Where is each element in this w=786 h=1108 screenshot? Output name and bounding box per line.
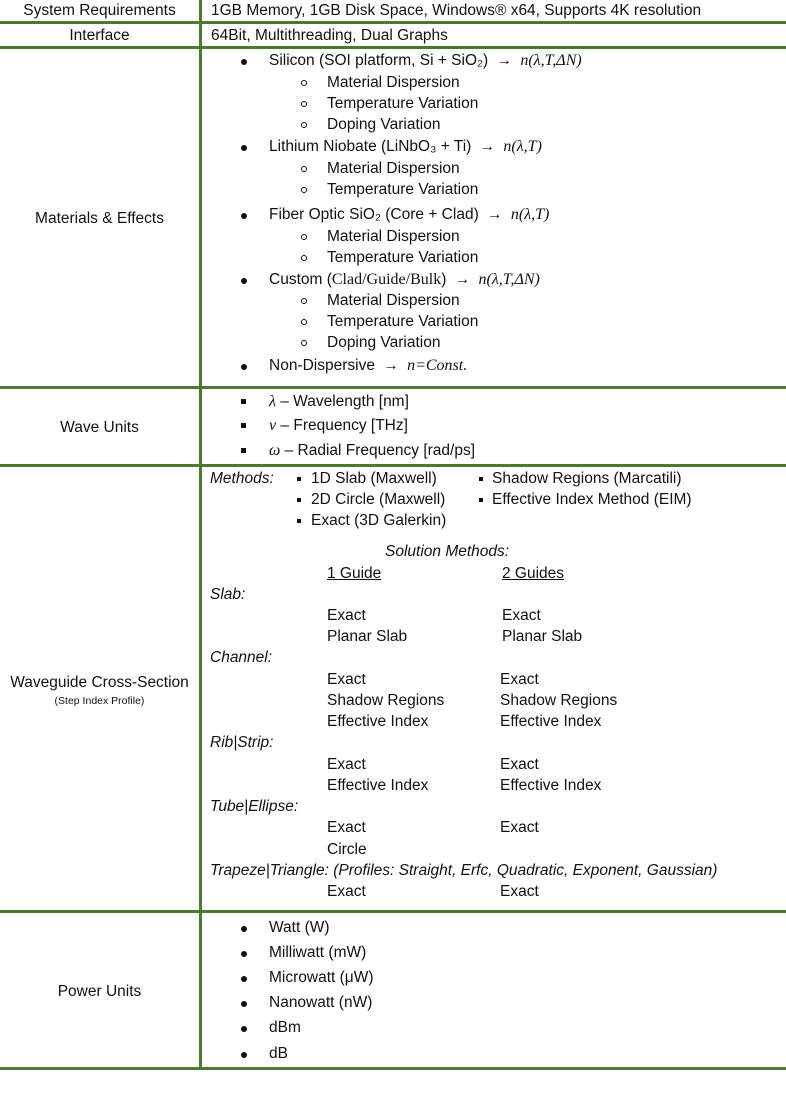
bullet-icon bbox=[241, 1001, 247, 1007]
circle-bullet-icon bbox=[301, 340, 307, 346]
material-sub: Doping Variation bbox=[327, 116, 441, 133]
circle-bullet-icon bbox=[301, 234, 307, 240]
circle-bullet-icon bbox=[301, 298, 307, 304]
materials-label: Materials & Effects bbox=[35, 210, 164, 227]
power-unit: Milliwatt (mW) bbox=[269, 944, 367, 961]
method-item: 1D Slab (Maxwell) bbox=[311, 470, 437, 487]
power-unit: dBm bbox=[269, 1019, 301, 1036]
arrow-icon: → bbox=[496, 52, 513, 69]
arrow-icon: → bbox=[454, 271, 471, 288]
material-sub: Material Dispersion bbox=[327, 160, 460, 177]
arrow-icon: → bbox=[487, 206, 503, 223]
guide1-method: Shadow Regions bbox=[327, 692, 445, 709]
row-divider bbox=[0, 464, 786, 467]
guide1-method: Exact bbox=[327, 671, 366, 688]
material-sub: Temperature Variation bbox=[327, 249, 479, 266]
guide2-method: Exact bbox=[500, 819, 539, 836]
wave-symbol: λ bbox=[269, 393, 276, 410]
bullet-icon bbox=[241, 145, 247, 151]
section-label: Slab: bbox=[210, 586, 246, 603]
material-formula: n=Const. bbox=[407, 357, 468, 374]
guide2-method: Effective Index bbox=[500, 777, 602, 794]
guide1-method: Exact bbox=[327, 607, 366, 624]
circle-bullet-icon bbox=[301, 255, 307, 261]
guide1-method: Effective Index bbox=[327, 713, 429, 730]
material-formula: n(λ,T) bbox=[510, 206, 550, 223]
guide2-method: Exact bbox=[500, 883, 539, 900]
power-unit: Microwatt (μW) bbox=[269, 969, 374, 986]
material-sub: Temperature Variation bbox=[327, 313, 479, 330]
system-requirements-value: 1GB Memory, 1GB Disk Space, Windows® x64, Supports 4K resolution bbox=[211, 2, 702, 19]
guide1-method: Effective Index bbox=[327, 777, 429, 794]
row-divider bbox=[0, 46, 786, 49]
methods-label: Methods: bbox=[210, 470, 274, 487]
row-divider bbox=[0, 910, 786, 913]
section-label: Trapeze|Triangle: (Profiles: Straight, Erfc, Quadratic, Exponent, Gaussian) bbox=[210, 862, 718, 879]
row-divider bbox=[0, 1067, 786, 1070]
material-sub: Material Dispersion bbox=[327, 292, 460, 309]
section-label: Channel: bbox=[210, 649, 273, 666]
square-bullet-icon bbox=[241, 423, 246, 428]
material-sub: Material Dispersion bbox=[327, 228, 460, 245]
material-name: Silicon (SOI platform, Si + SiO₂) bbox=[269, 52, 489, 69]
guide2-method: Shadow Regions bbox=[500, 692, 618, 709]
bullet-icon bbox=[241, 59, 247, 65]
power-units-label: Power Units bbox=[57, 983, 142, 1000]
method-item: Effective Index Method (EIM) bbox=[492, 491, 692, 508]
square-bullet-icon bbox=[241, 399, 246, 404]
bullet-icon bbox=[241, 1052, 247, 1058]
row-divider bbox=[0, 21, 786, 24]
guide1-method: Planar Slab bbox=[327, 628, 408, 645]
guide2-method: Exact bbox=[500, 756, 539, 773]
guide2-method: Exact bbox=[500, 671, 539, 688]
waveguide-sublabel: (Step Index Profile) bbox=[54, 695, 145, 707]
power-unit: Watt (W) bbox=[269, 919, 330, 936]
solution-methods-title: Solution Methods: bbox=[385, 543, 510, 560]
column-divider bbox=[199, 0, 202, 1070]
bullet-icon bbox=[241, 926, 247, 932]
square-bullet-icon bbox=[479, 477, 483, 481]
bullet-icon bbox=[241, 278, 247, 284]
material-formula: n(λ,T) bbox=[503, 138, 542, 155]
material-name: Non-Dispersive bbox=[269, 357, 375, 374]
material-name: Fiber Optic SiO₂ (Core + Clad) bbox=[269, 206, 479, 223]
circle-bullet-icon bbox=[301, 187, 307, 193]
method-item: Exact (3D Galerkin) bbox=[311, 512, 447, 529]
material-name-close: ) bbox=[441, 271, 447, 288]
arrow-icon: → bbox=[479, 138, 496, 155]
wave-unit: – Wavelength [nm] bbox=[280, 393, 409, 410]
col-header-1-guide: 1 Guide bbox=[327, 565, 382, 582]
power-unit: dB bbox=[269, 1045, 288, 1062]
waveguide-label: Waveguide Cross-Section bbox=[10, 674, 189, 691]
section-label: Rib|Strip: bbox=[210, 734, 274, 751]
guide2-method: Exact bbox=[502, 607, 541, 624]
material-sub: Temperature Variation bbox=[327, 181, 479, 198]
material-name-serif: Clad/Guide/Bulk bbox=[331, 271, 442, 288]
material-formula: n(λ,T,ΔN) bbox=[520, 52, 582, 69]
material-sub: Material Dispersion bbox=[327, 74, 460, 91]
guide1-method: Exact bbox=[327, 756, 366, 773]
power-unit: Nanowatt (nW) bbox=[269, 994, 373, 1011]
bullet-icon bbox=[241, 364, 247, 370]
guide2-method: Effective Index bbox=[500, 713, 602, 730]
circle-bullet-icon bbox=[301, 101, 307, 107]
method-item: 2D Circle (Maxwell) bbox=[311, 491, 446, 508]
square-bullet-icon bbox=[241, 448, 246, 453]
material-sub: Temperature Variation bbox=[327, 95, 479, 112]
bullet-icon bbox=[241, 976, 247, 982]
wave-unit: – Frequency [THz] bbox=[280, 417, 408, 434]
guide1-method: Circle bbox=[327, 841, 367, 858]
guide2-method: Planar Slab bbox=[502, 628, 583, 645]
wave-symbol: ω bbox=[269, 442, 281, 459]
method-item: Shadow Regions (Marcatili) bbox=[492, 470, 682, 487]
interface-label: Interface bbox=[69, 27, 130, 44]
row-divider bbox=[0, 386, 786, 389]
bullet-icon bbox=[241, 213, 247, 219]
circle-bullet-icon bbox=[301, 166, 307, 172]
guide1-method: Exact bbox=[327, 819, 366, 836]
system-requirements-label: System Requirements bbox=[23, 2, 176, 19]
section-label: Tube|Ellipse: bbox=[210, 798, 299, 815]
col-header-2-guides: 2 Guides bbox=[502, 565, 565, 582]
interface-value: 64Bit, Multithreading, Dual Graphs bbox=[211, 27, 448, 44]
wave-unit: – Radial Frequency [rad/ps] bbox=[284, 442, 476, 459]
material-name: Custom ( bbox=[269, 271, 332, 288]
material-formula: n(λ,T,ΔN) bbox=[478, 271, 540, 288]
square-bullet-icon bbox=[297, 498, 301, 502]
circle-bullet-icon bbox=[301, 319, 307, 325]
material-name: Lithium Niobate (LiNbO₃ + Ti) bbox=[269, 138, 472, 155]
bullet-icon bbox=[241, 1026, 247, 1032]
circle-bullet-icon bbox=[301, 80, 307, 86]
arrow-icon: → bbox=[383, 357, 399, 374]
bullet-icon bbox=[241, 951, 247, 957]
square-bullet-icon bbox=[479, 498, 483, 502]
wave-symbol: ν bbox=[269, 417, 277, 434]
wave-units-label: Wave Units bbox=[60, 419, 139, 436]
square-bullet-icon bbox=[297, 477, 301, 481]
square-bullet-icon bbox=[297, 519, 301, 523]
material-sub: Doping Variation bbox=[327, 334, 441, 351]
guide1-method: Exact bbox=[327, 883, 366, 900]
circle-bullet-icon bbox=[301, 122, 307, 128]
